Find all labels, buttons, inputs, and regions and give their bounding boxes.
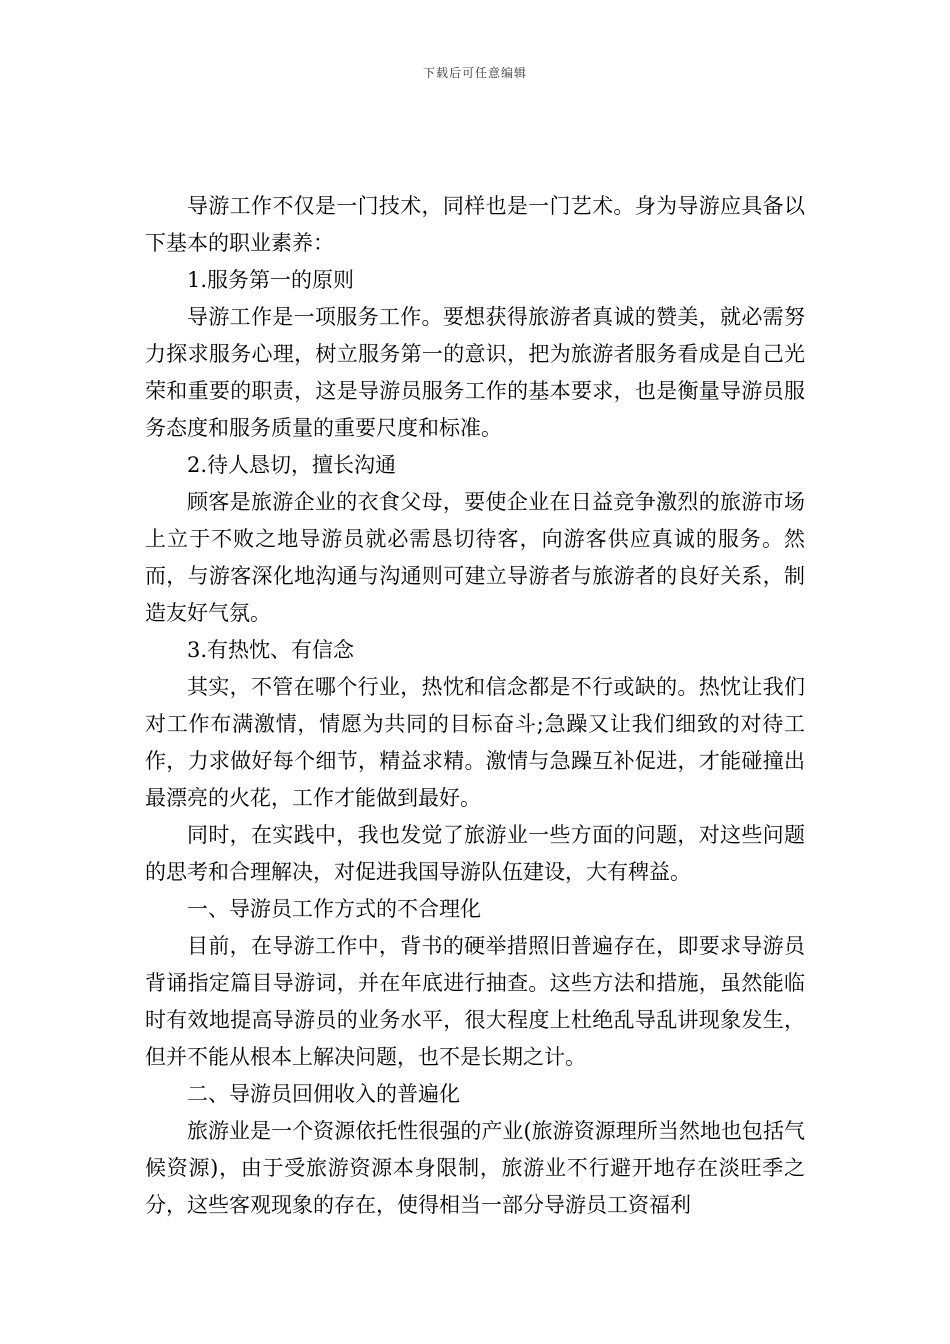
heading-work-method: 一、导游员工作方式的不合理化 [187,897,481,921]
paragraph-service-first: 导游工作是一项服务工作。要想获得旅游者真诚的赞美，就必需努力探求服务心理，树立服务第一的意识，把为旅游者服务看成是自己光荣和重要的职责，这是导游员服务工作的基本要求，也是衡量导游员服务态度和服务质量的重要尺度和标准。 [145,305,805,440]
heading-commission: 二、导游员回佣收入的普遍化 [187,1082,460,1106]
heading-sincere-communication: 2.待人恳切，擅长沟通 [187,453,397,477]
paragraph-enthusiasm: 其实，不管在哪个行业，热忱和信念都是不行或缺的。热忱让我们对工作布满激情，情愿为共同的目标奋斗;急躁又让我们细致的对待工作，力求做好每个细节，精益求精。激情与急躁互补促进，才能碰撞出最漂亮的火花，工作才能做到最好。 [145,675,805,810]
heading-service-first: 1.服务第一的原则 [187,268,355,292]
page-header: 下载后可任意编辑 [422,66,527,80]
document-body [145,188,805,1224]
paragraph-problems-intro: 同时，在实践中，我也发觉了旅游业一些方面的问题，对这些问题的思考和合理解决，对促进我国导游队伍建设，大有稗益。 [145,823,805,884]
paragraph-commission: 旅游业是一个资源依托性很强的产业(旅游资源理所当然地也包括气候资源)，由于受旅游资源本身限制，旅游业不行避开地存在淡旺季之分，这些客观现象的存在，使得相当一部分导游员工资福利 [145,1119,805,1217]
paragraph-work-method: 目前，在导游工作中，背书的硬举措照旧普遍存在，即要求导游员背诵指定篇目导游词，并在年底进行抽查。这些方法和措施，虽然能临时有效地提高导游员的业务水平，很大程度上杜绝乱导乱讲现象发生，但并不能从根本上解决问题，也不是长期之计。 [145,934,805,1069]
heading-enthusiasm: 3.有热忱、有信念 [187,638,355,662]
paragraph-sincere-communication: 顾客是旅游企业的衣食父母，要使企业在日益竞争激烈的旅游市场上立于不败之地导游员就必需恳切待客，向游客供应真诚的服务。然而，与游客深化地沟通与沟通则可建立导游者与旅游者的良好关系，制造友好气氛。 [145,490,805,625]
paragraph-intro: 导游工作不仅是一门技术，同样也是一门艺术。身为导游应具备以下基本的职业素养： [145,194,805,255]
